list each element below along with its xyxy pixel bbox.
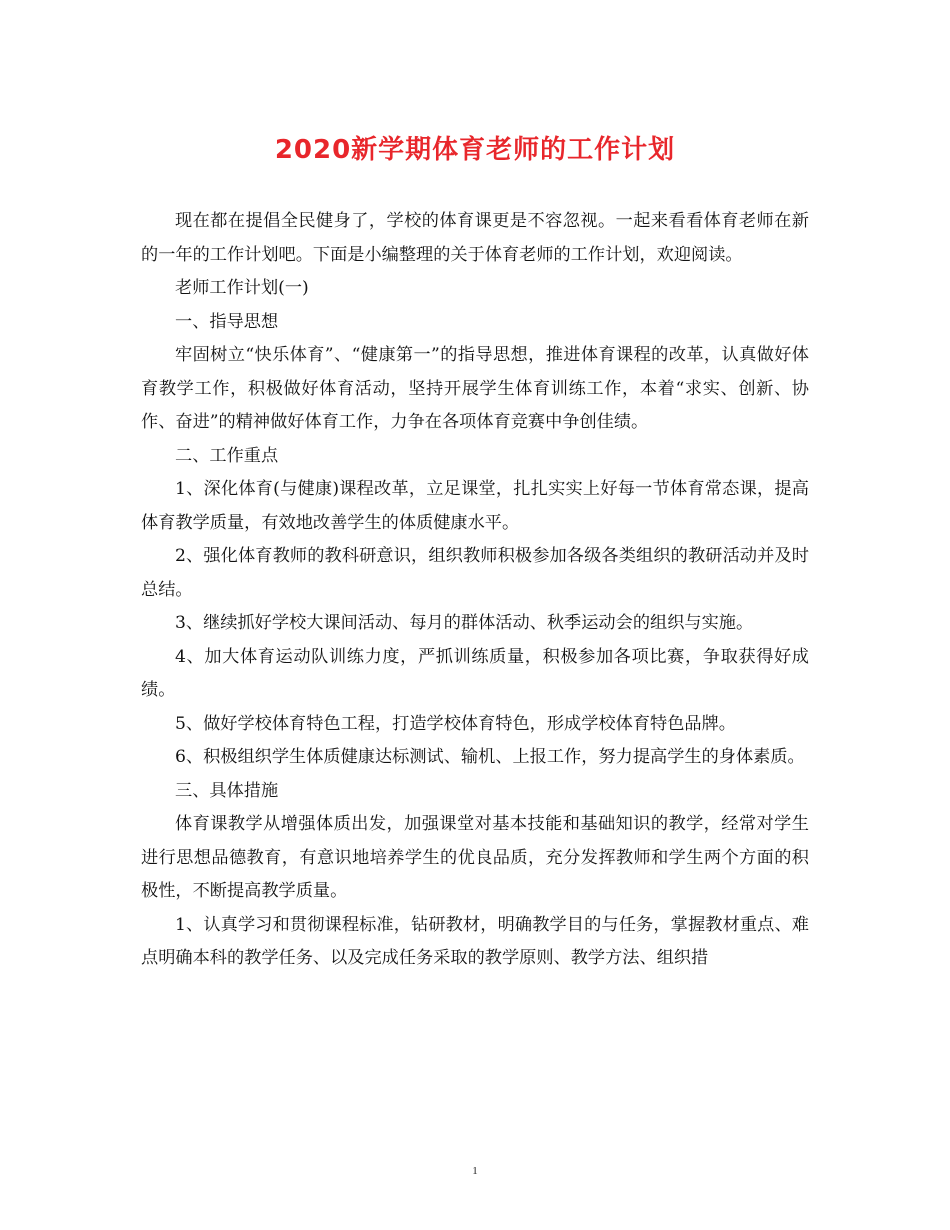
page-number: 1 (472, 1165, 478, 1177)
measure-item: 1、认真学习和贯彻课程标准，钻研教材，明确教学目的与任务，掌握教材重点、难点明确本科的教学任务、以及完成任务采取的教学原则、教学方法、组织措 (141, 914, 809, 968)
focus-item: 5、做好学校体育特色工程，打造学校体育特色，形成学校体育特色品牌。 (175, 713, 736, 734)
section-title: 老师工作计划(一) (175, 278, 309, 298)
heading-work-focus: 二、工作重点 (175, 445, 279, 466)
focus-item: 3、继续抓好学校大课间活动、每月的群体活动、秋季运动会的组织与实施。 (175, 613, 754, 633)
focus-item: 1、深化体育(与健康)课程改革，立足课堂，扎扎实实上好每一节体育常态课，提高体育教学质量，有效地改善学生的体质健康水平。 (141, 479, 809, 533)
heading-guiding-ideology: 一、指导思想 (175, 311, 279, 332)
specific-measures-paragraph: 体育课教学从增强体质出发，加强课堂对基本技能和基础知识的教学，经常对学生进行思想品德教育，有意识地培养学生的优良品质，充分发挥教师和学生两个方面的积极性，不断提高教学质量。 (141, 814, 809, 901)
focus-item: 6、积极组织学生体质健康达标测试、输机、上报工作，努力提高学生的身体素质。 (175, 747, 805, 767)
document-body (141, 205, 809, 976)
focus-item: 2、强化体育教师的教科研意识，组织教师积极参加各级各类组织的教研活动并及时总结。 (141, 546, 809, 600)
intro-paragraph: 现在都在提倡全民健身了，学校的体育课更是不容忽视。一起来看看体育老师在新的一年的工作计划吧。下面是小编整理的关于体育老师的工作计划，欢迎阅读。 (141, 211, 809, 265)
heading-specific-measures: 三、具体措施 (175, 780, 279, 801)
guiding-ideology-paragraph: 牢固树立“快乐体育”、“健康第一”的指导思想，推进体育课程的改革，认真做好体育教学工作，积极做好体育活动，坚持开展学生体育训练工作，本着“求实、创新、协作、奋进”的精神做好体育工作，力争在各项体育竞赛中争创佳绩。 (141, 345, 809, 432)
document-title: 2020新学期体育老师的工作计划 (274, 135, 676, 165)
focus-item: 4、加大体育运动队训练力度，严抓训练质量，积极参加各项比赛，争取获得好成绩。 (141, 646, 809, 700)
